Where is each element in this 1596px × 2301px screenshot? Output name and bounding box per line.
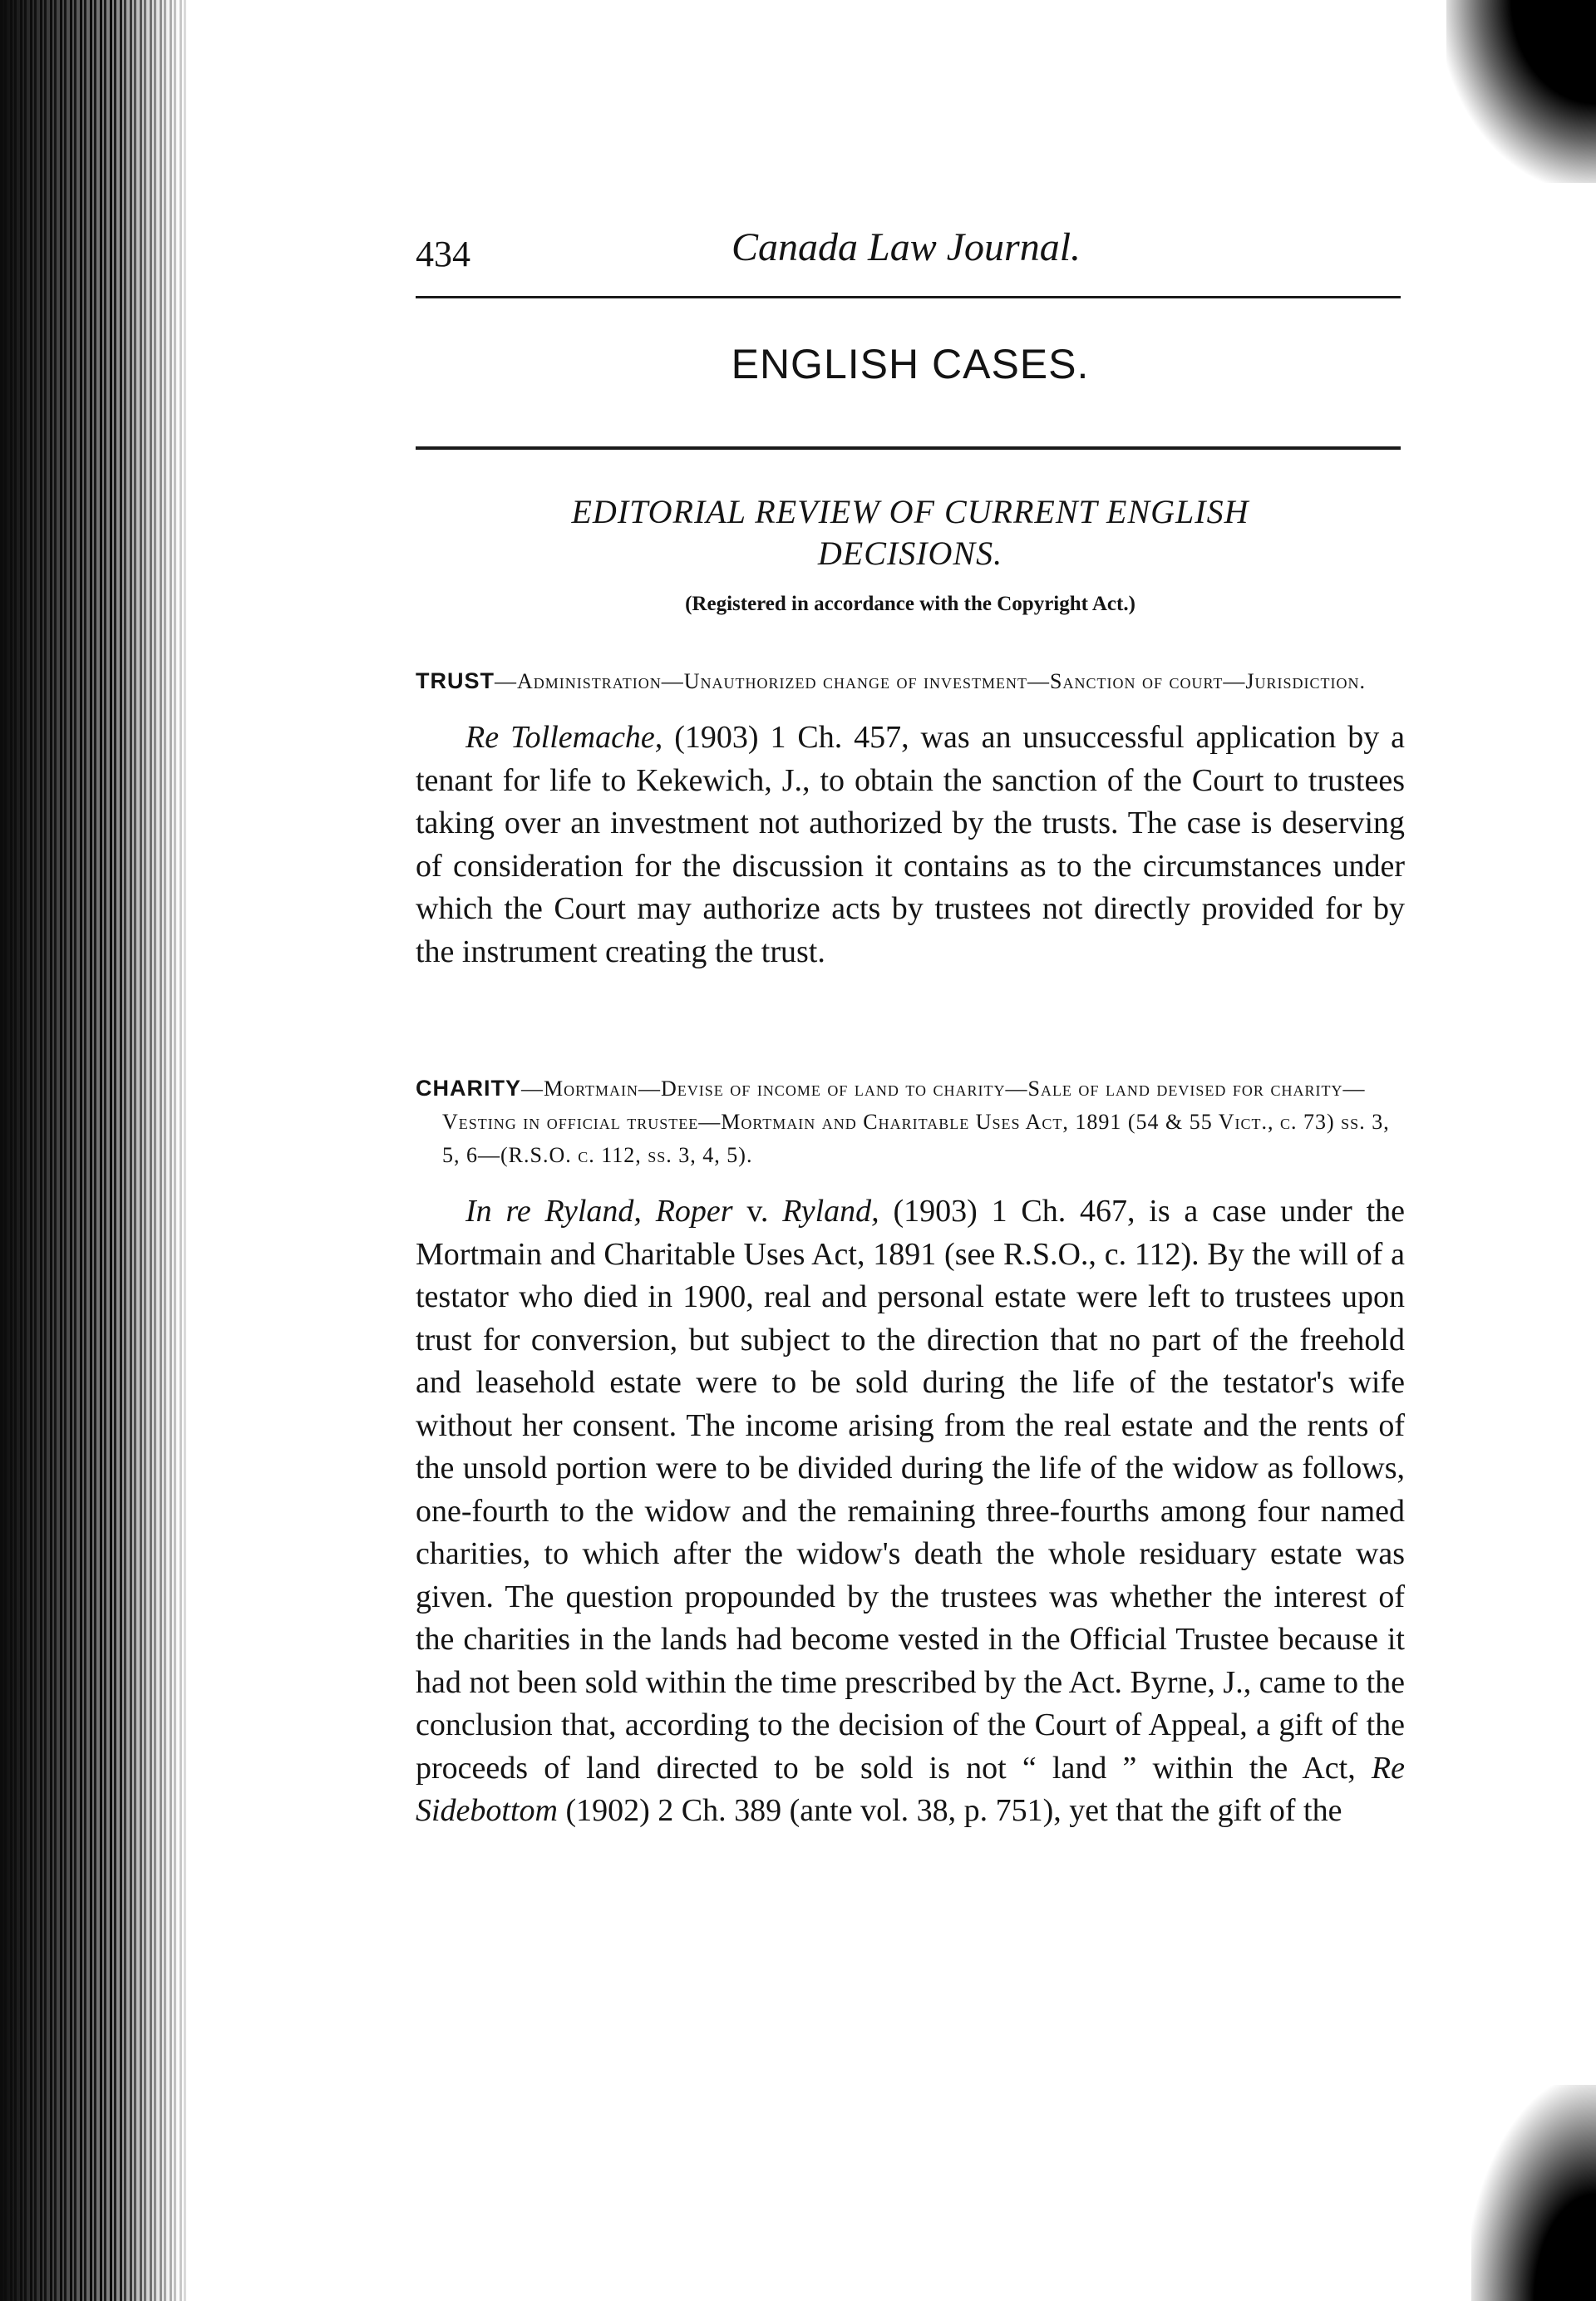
article-gap xyxy=(416,973,1405,1023)
editorial-heading-line-1: EDITORIAL REVIEW OF CURRENT ENGLISH xyxy=(571,493,1249,530)
headnote-charity xyxy=(416,1072,1405,1172)
headnote-key: TRUST xyxy=(416,668,495,693)
page-number: 434 xyxy=(416,234,470,274)
editorial-heading-line-2: DECISIONS. xyxy=(817,535,1003,572)
running-head xyxy=(416,224,1405,291)
scan-corner-shadow-bottom xyxy=(1471,2085,1596,2301)
editorial-heading xyxy=(416,491,1405,574)
case-versus: v. xyxy=(732,1194,783,1229)
section-title: ENGLISH CASES. xyxy=(731,341,1090,387)
case-text-continued: (1902) 2 Ch. 389 (ante vol. 38, p. 751), yet that the gift of the xyxy=(557,1793,1342,1828)
case-name: Ryland, xyxy=(782,1194,879,1229)
case-citation-name: Re Sidebottom xyxy=(416,1750,1405,1828)
case-paragraph xyxy=(416,717,1405,973)
headnote-key: CHARITY xyxy=(416,1076,521,1101)
case-paragraph xyxy=(416,1190,1405,1833)
header-rule xyxy=(416,296,1401,298)
headnote-text: —Administration—Unauthorized change of investment—Sanction of court—Jurisdiction. xyxy=(495,669,1367,693)
page-content xyxy=(416,224,1405,1833)
headnote-trust xyxy=(416,664,1405,698)
scan-corner-shadow-top xyxy=(1446,0,1596,183)
journal-title: Canada Law Journal. xyxy=(732,225,1081,269)
section-rule xyxy=(416,446,1401,450)
copyright-note: (Registered in accordance with the Copyright Act.) xyxy=(685,593,1135,615)
headnote-text: —Mortmain—Devise of income of land to charity—Sale of land devised for charity—Vesting in official trustee—Mortmain and Charitable Uses Act, 1891 (54 & 55 Vict., c. 73) ss. 3, 5, 6—(R.S.O. c. 112, ss. 3, 4, 5). xyxy=(442,1077,1390,1167)
case-name: In re Ryland, Roper xyxy=(466,1194,733,1229)
case-text: (1903) 1 Ch. 467, is a case under the Mortmain and Charitable Uses Act, 1891 (see R.S.O., c. 112). By the will of a testator who died in 1900, real and personal estate were left to trustees upon trust for conversion, but subject to the direction that no part of the freehold and leasehold estate were to be sold during the life of the testator's wife without her consent. The income arising from the real estate and the rents of the unsold portion were to be divided during the life of the widow as follows, one-fourth to the widow and the remaining three-fourths among four named charities, to which after the widow's death the whole residuary estate was given. The question propounded by the trustees was whether the interest of the charities in the lands had become vested in the Official Trustee because it had not been sold within the time prescribed by the Act. Byrne, J., came to the conclusion that, according to the decision of the Court of Appeal, a gift of the proceeds of land directed to be sold is not “ land ” within the Act, xyxy=(416,1194,1405,1786)
case-text: (1903) 1 Ch. 457, was an unsuccessful application by a tenant for life to Kekewich, J., to obtain the sanction of the Court to trustees taking over an investment not authorized by the trusts. The case is deserving of consideration for the discussion it contains as to the circumstances under which the Court may authorize acts by trustees not directly provided for by the instrument creating the trust. xyxy=(416,720,1405,969)
case-name: Re Tollemache, xyxy=(466,720,663,755)
scan-binding-fade xyxy=(116,0,200,2301)
